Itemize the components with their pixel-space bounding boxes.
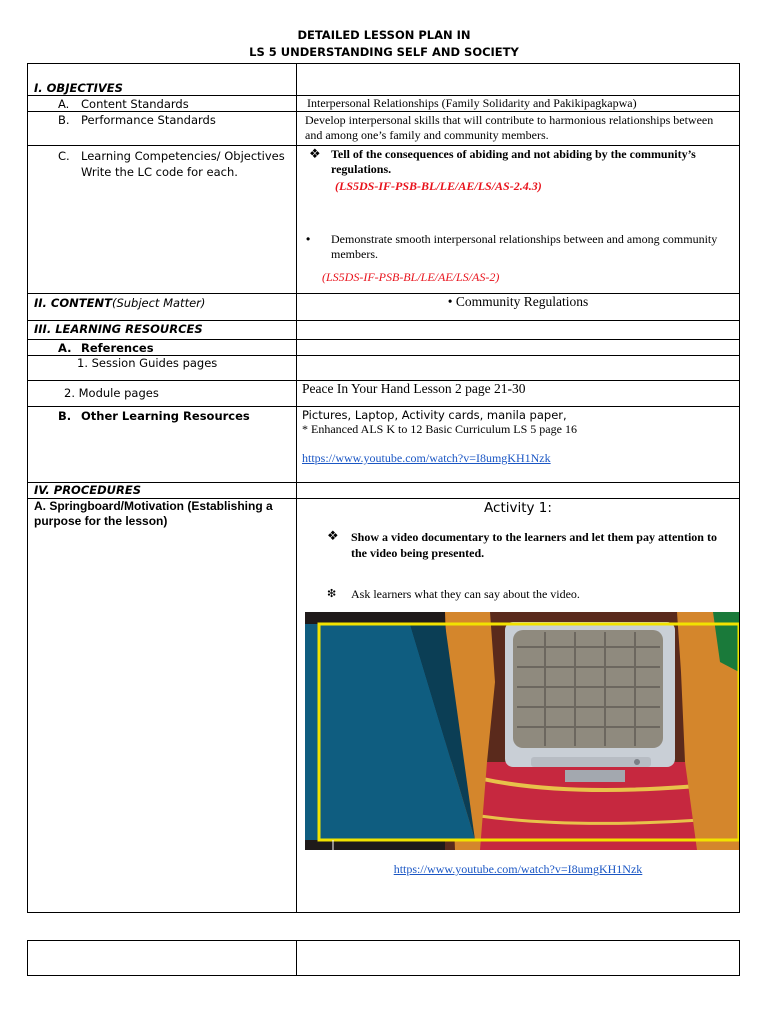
video-frame-graphic [305,612,739,850]
learning-competencies-label: C. Learning Competencies/ Objectives Write the LC code for each. [58,149,285,179]
competency-1-code: (LS5DS-IF-PSB-BL/LE/AE/LS/AS-2.4.3) [335,179,542,193]
competency-2-code: (LS5DS-IF-PSB-BL/LE/AE/LS/AS-2) [322,270,500,284]
content-standards-value: Interpersonal Relationships (Family Solidarity and Pakikipagkapwa) [307,96,637,110]
activity-bullet-2: ❇ Ask learners what they can say about the video. [327,587,580,601]
diamond-bullet-icon: ❖ [327,528,339,543]
procedures-heading: IV. PROCEDURES [34,483,141,497]
module-pages-label: 2. Module pages [64,386,159,400]
springboard-label: A. Springboard/Motivation (Establishing a purpose for the lesson) [34,499,273,528]
competency-2: • Demonstrate smooth interpersonal relationships between and among community members. (LS5DS-IF-PSB-BL/LE/AE/LS/AS-2) [305,232,739,285]
lesson-plan-table [27,63,740,913]
activity-title: Activity 1: [484,500,552,516]
video-thumbnail[interactable] [305,612,739,850]
objectives-heading-cell [28,64,297,96]
content-value: • Community Regulations [447,294,589,309]
outline-diamond-bullet-icon: ❇ [327,588,337,600]
next-section-table [27,940,740,976]
document-title-line2: LS 5 UNDERSTANDING SELF AND SOCIETY [249,45,519,59]
content-heading: II. CONTENT(Subject Matter) [34,296,206,310]
document-title-line1: DETAILED LESSON PLAN IN [297,28,471,42]
content-standards-label: A. Content Standards [58,97,189,111]
session-guides-label: 1. Session Guides pages [77,356,218,370]
module-pages-value: Peace In Your Hand Lesson 2 page 21-30 [302,381,526,396]
objectives-heading: I. OBJECTIVES [34,81,123,95]
other-resources-label: B. Other Learning Resources [58,409,250,423]
references-label: A. References [58,341,154,355]
performance-standards-label: B. Performance Standards [58,113,216,127]
competency-1: ❖ Tell of the consequences of abiding and not abiding by the community’s regulations. (LS5DS-IF-PSB-BL/LE/AE/LS/AS-2.4.3) [309,147,739,194]
other-resources-line1: Pictures, Laptop, Activity cards, manila paper, [302,408,567,422]
other-resources-link[interactable]: https://www.youtube.com/watch?v=I8umgKH1Nzk [302,451,551,465]
resources-heading: III. LEARNING RESOURCES [34,322,203,336]
round-bullet-icon: • [306,232,311,246]
activity-bullet-1: ❖ Show a video documentary to the learners and let them pay attention to the video being presented. [327,528,717,560]
performance-standards-value: Develop interpersonal skills that will contribute to harmonious relationships between and among one’s family and community members. [305,113,714,142]
video-link[interactable]: https://www.youtube.com/watch?v=I8umgKH1Nzk [393,862,643,876]
other-resources-line2: * Enhanced ALS K to 12 Basic Curriculum LS 5 page 16 [302,422,577,436]
diamond-bullet-icon: ❖ [309,146,321,161]
